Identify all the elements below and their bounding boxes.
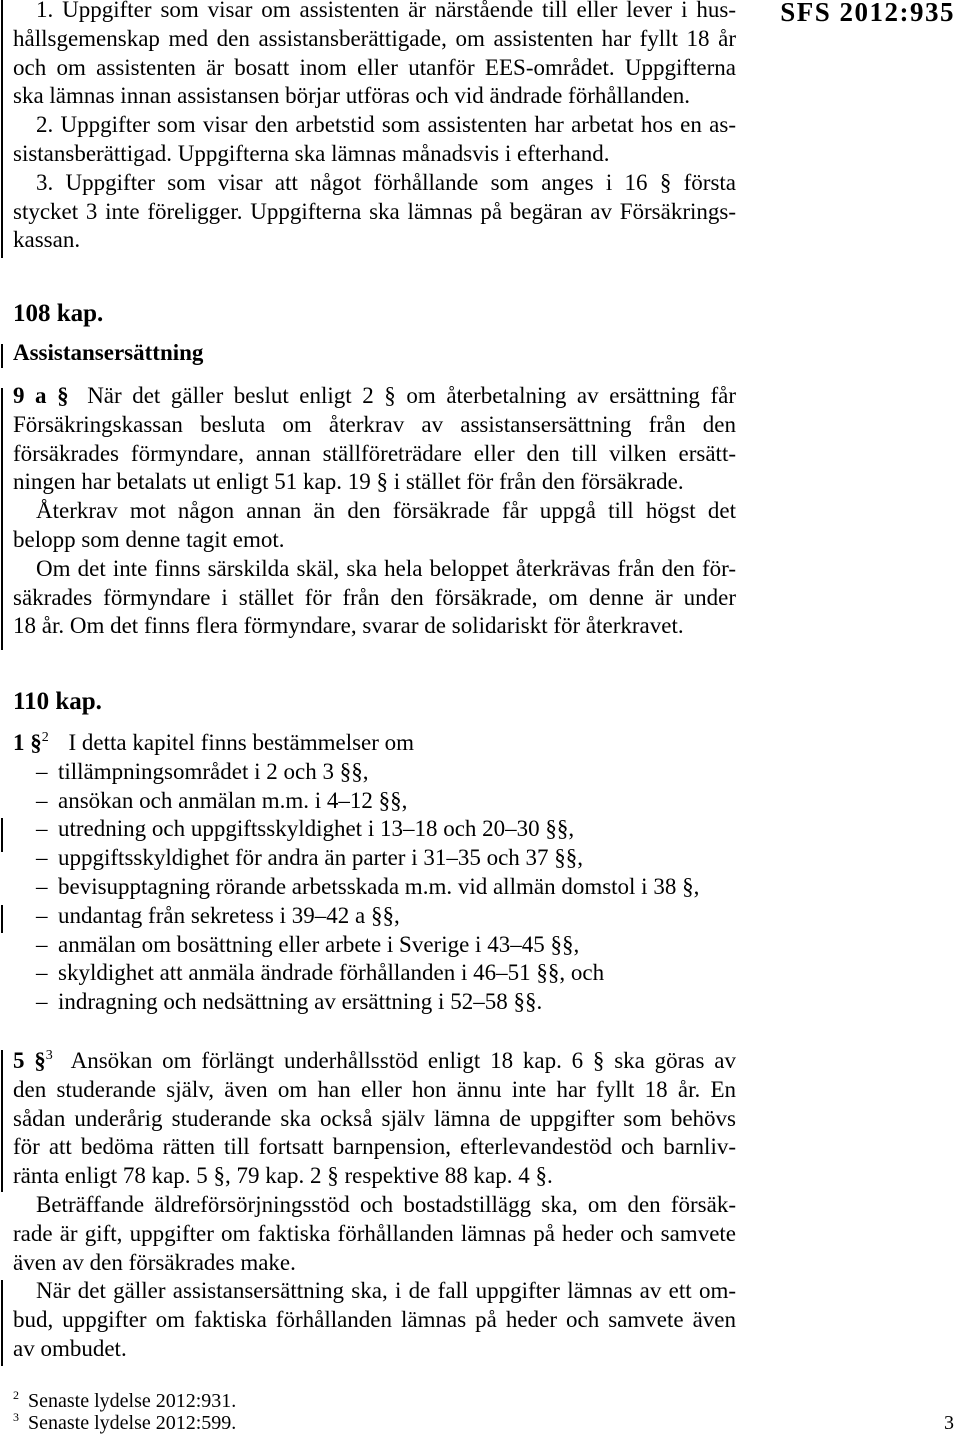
footnote: 3 Senaste lydelse 2012:599. — [13, 1410, 237, 1434]
change-bar — [1, 1280, 3, 1366]
list-item-text: bevisupptagning rörande arbetsskada m.m. vid allmän domstol i 38 §, — [58, 873, 700, 899]
text-line: även av den försäkrades make. — [13, 1249, 296, 1275]
text-line: ningen har betalats ut enligt 51 kap. 19 § i stället för från den försäkrade. — [13, 469, 684, 495]
section-1 — [13, 729, 736, 1017]
text-line: Försäkringskassan besluta om återkrav av assistansersättning från den — [13, 411, 736, 437]
footnote-text: Senaste lydelse 2012:931. — [28, 1390, 237, 1412]
footnote-ref: 3 — [45, 1048, 53, 1063]
text-line: bud, uppgifter om faktiska förhållanden lämnas på heder och samvete även — [13, 1307, 736, 1333]
list-item-text: skyldighet att anmäla ändrade förhållanden i 46–51 §§, och — [58, 960, 605, 986]
text-line: ränta enligt 78 kap. 5 §, 79 kap. 2 § respektive 88 kap. 4 §. — [13, 1163, 553, 1189]
change-bar — [1, 818, 3, 852]
list-item-text: tillämpningsområdet i 2 och 3 §§, — [58, 758, 369, 784]
text-line: Återkrav mot någon annan än den försäkrade får uppgå till högst det — [36, 498, 736, 524]
text-line: belopp som denne tagit emot. — [13, 526, 285, 552]
list-item — [13, 873, 736, 902]
chapter-subheading: Assistansersättning — [13, 340, 204, 365]
list-item — [13, 931, 736, 960]
list-item — [13, 844, 736, 873]
list-dash: – — [36, 845, 48, 871]
change-bar — [1, 388, 3, 650]
section-label: 9 a § — [13, 383, 69, 408]
text-line: av ombudet. — [13, 1335, 127, 1361]
text-line: kassan. — [13, 227, 81, 253]
list-dash: – — [36, 758, 48, 784]
list-item-text: anmälan om bosättning eller arbete i Sverige i 43–45 §§, — [58, 931, 580, 957]
footnote-text: Senaste lydelse 2012:599. — [28, 1412, 237, 1434]
list-item-text: ansökan och anmälan m.m. i 4–12 §§, — [58, 787, 408, 813]
text-line — [13, 1047, 736, 1076]
change-bar — [1, 905, 3, 933]
text-line: Om det inte finns särskilda skäl, ska hela beloppet återkrävas från den för- — [36, 555, 736, 581]
sfs-number: SFS 2012:935 — [780, 0, 955, 27]
text-line: försäkrades förmyndare, annan ställföreträdare eller den till vilken ersätt- — [13, 440, 736, 466]
text-line: Beträffande äldreförsörjningsstöd och bostadstillägg ska, om den försäk- — [36, 1191, 736, 1217]
text-line — [13, 382, 736, 411]
section-intro: I detta kapitel finns bestämmelser om — [68, 730, 415, 755]
list-item-text: undantag från sekretess i 39–42 a §§, — [58, 902, 400, 928]
text-line: stycket 3 inte föreligger. Uppgifterna ska lämnas på begäran av Försäkrings- — [13, 198, 736, 224]
list-item — [13, 902, 736, 931]
list-dash: – — [36, 816, 48, 842]
footnote-ref: 2 — [41, 730, 49, 745]
list-item-text: utredning och uppgiftsskyldighet i 13–18 och 20–30 §§, — [58, 816, 575, 842]
list-dash: – — [36, 931, 48, 957]
section-9a — [13, 382, 736, 641]
chapter-heading: 110 kap. — [13, 688, 102, 715]
list-dash: – — [36, 873, 48, 899]
text-line: När det gäller assistansersättning ska, i de fall uppgifter lämnas av ett om- — [36, 1278, 736, 1304]
list-dash: – — [36, 902, 48, 928]
list-item — [13, 758, 736, 787]
text-line: hållsgemenskap med den assistansberättigade, om assistenten har fyllt 18 år — [13, 25, 736, 51]
text-line: sistansberättigad. Uppgifterna ska lämnas månadsvis i efterhand. — [13, 140, 610, 166]
text-line: 2. Uppgifter som visar den arbetstid som assistenten har arbetat hos en as- — [36, 112, 736, 138]
footnote: 2 Senaste lydelse 2012:931. — [13, 1388, 237, 1412]
section-first-line: Ansökan om förlängt underhållsstöd enligt 18 kap. 6 § ska göras av — [70, 1048, 736, 1073]
text-line: för att bedöma rätten till fortsatt barnpension, efterlevandestöd och barnliv- — [13, 1134, 736, 1160]
text-line — [13, 729, 736, 758]
text-line: 18 år. Om det finns flera förmyndare, svarar de solidariskt för återkravet. — [13, 613, 684, 639]
list-item-text: indragning och nedsättning av ersättning i 52–58 §§. — [58, 989, 543, 1015]
list-item-text: uppgiftsskyldighet för andra än parter i 31–35 och 37 §§, — [58, 845, 584, 871]
list-dash: – — [36, 787, 48, 813]
text-line: rade är gift, uppgifter om faktiska förhållanden lämnas på heder och samvete — [13, 1220, 736, 1246]
section-5 — [13, 1047, 736, 1364]
list-dash: – — [36, 989, 48, 1015]
list-item — [13, 988, 736, 1017]
section-first-line: När det gäller beslut enligt 2 § om återbetalning av ersättning får — [87, 383, 736, 408]
change-bar — [1, 1050, 3, 1192]
text-line: ska lämnas innan assistansen börjar utföras och vid ändrade förhållanden. — [13, 83, 691, 109]
text-line: 1. Uppgifter som visar om assistenten är närstående till eller lever i hus- — [36, 0, 736, 22]
list-item — [13, 959, 736, 988]
text-line: och om assistenten är bosatt inom eller utanför EES-området. Uppgifterna — [13, 54, 736, 80]
list-item — [13, 787, 736, 816]
text-line: sådan underårig studerande ska också själv lämna de uppgifter som behövs — [13, 1105, 736, 1131]
list-item — [13, 815, 736, 844]
text-line: den studerande själv, även om han eller hon ännu inte har fyllt 18 år. En — [13, 1076, 736, 1102]
change-bar — [1, 344, 3, 368]
list-dash: – — [36, 960, 48, 986]
section-label: 1 § — [13, 730, 42, 755]
change-bar — [1, 0, 3, 258]
section-label: 5 § — [13, 1048, 46, 1073]
intro-list — [13, 0, 736, 255]
chapter-heading: 108 kap. — [13, 300, 104, 327]
page-number: 3 — [944, 1412, 954, 1434]
text-line: säkrades förmyndare i stället för från den försäkrade, om denne är under — [13, 584, 736, 610]
text-line: 3. Uppgifter som visar att något förhållande som anges i 16 § första — [36, 169, 736, 195]
